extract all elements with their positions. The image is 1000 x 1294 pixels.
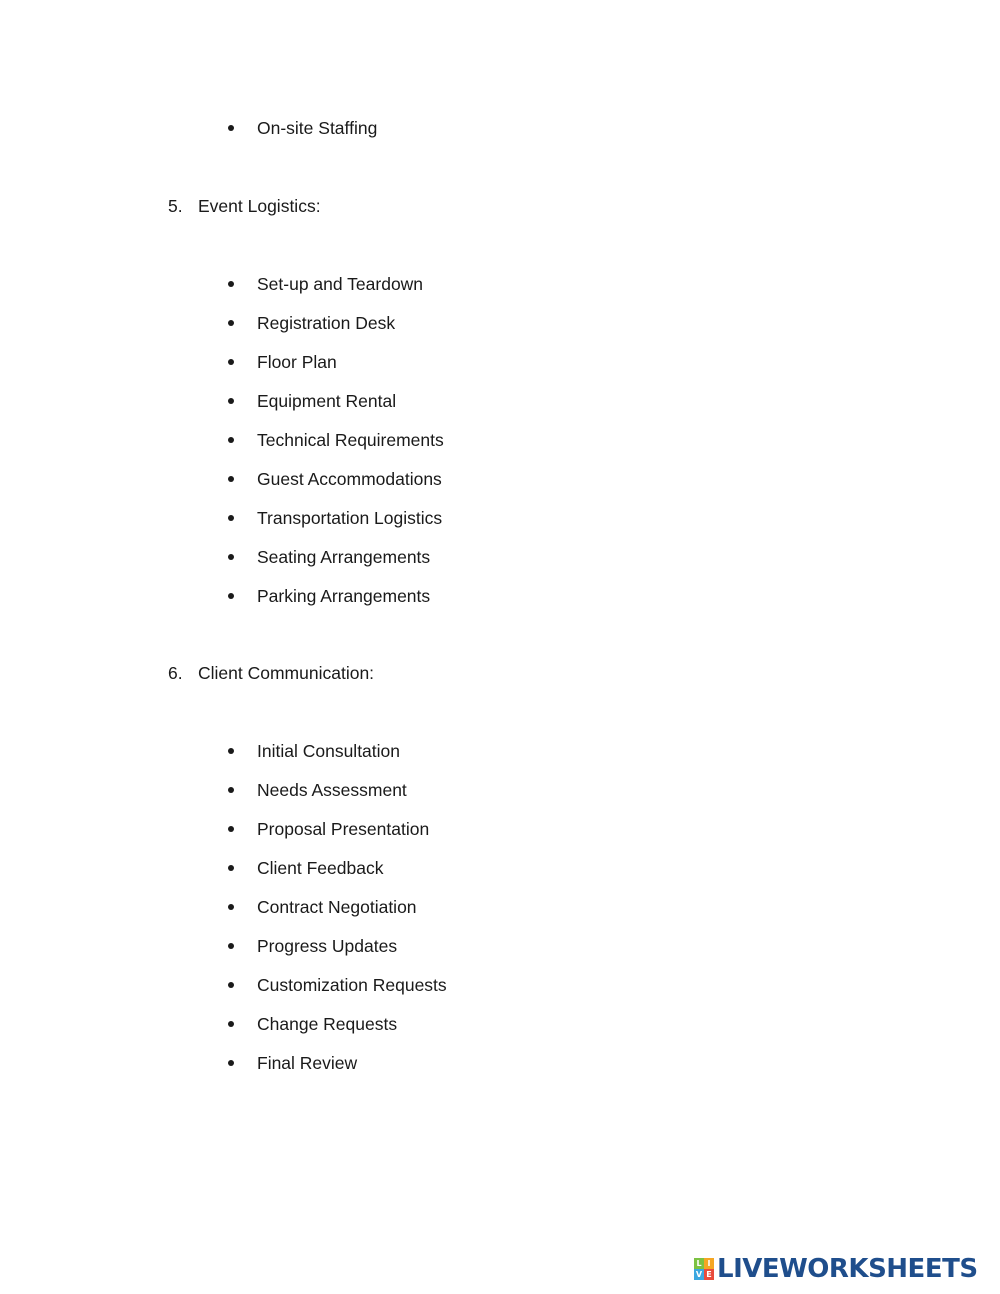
bullet-icon [228,515,234,521]
list-item-text: Final Review [257,1053,358,1073]
list-item-text: Change Requests [257,1014,398,1034]
bullet-icon [228,281,234,287]
logo-mark-letter: E [704,1269,714,1280]
section-title: Event Logistics: [198,196,321,216]
liveworksheets-logo [694,1255,978,1283]
bullet-icon [228,1060,234,1066]
list-item-text: Customization Requests [257,975,447,995]
bullet-icon [228,437,234,443]
list-item-text: Parking Arrangements [257,586,431,606]
section-title: Client Communication: [198,663,375,683]
list-item-text: Transportation Logistics [257,508,443,528]
bullet-icon [228,826,234,832]
bullet-icon [228,748,234,754]
list-item-text: Progress Updates [257,936,398,956]
bullet-icon [228,982,234,988]
bullet-icon [228,554,234,560]
logo-mark-letter: L [694,1258,704,1269]
list-item-text: Technical Requirements [257,430,444,450]
list-item-text: Proposal Presentation [257,819,430,839]
logo-mark-letter: V [695,1270,703,1279]
bullet-icon [228,398,234,404]
bullet-icon [228,865,234,871]
bullet-icon [228,904,234,910]
bullet-icon [228,1021,234,1027]
list-item-text: Guest Accommodations [257,469,442,489]
list-item-text: Initial Consultation [257,741,400,761]
liveworksheets-logo-icon [694,1258,714,1280]
list-item-text: Needs Assessment [257,780,407,800]
bullet-icon [228,593,234,599]
bullet-icon [228,359,234,365]
list-item-text: Floor Plan [257,352,337,372]
bullet-icon [228,320,234,326]
logo-mark-letter: I [704,1258,714,1269]
list-item-text: Equipment Rental [257,391,397,411]
list-item-text: Registration Desk [257,313,396,333]
list-item-text: Set-up and Teardown [257,274,424,294]
list-item-text: Contract Negotiation [257,897,417,917]
list-item-text: Seating Arrangements [257,547,431,567]
bullet-icon [228,787,234,793]
bullet-icon [228,943,234,949]
list-item-text: Client Feedback [257,858,384,878]
list-item-text: On-site Staffing [257,118,378,138]
bullet-icon [228,476,234,482]
bullet-icon [228,125,234,131]
section-number: 6. [168,663,183,683]
section-number: 5. [168,196,183,216]
logo-text: LIVEWORKSHEETS [717,1254,978,1284]
